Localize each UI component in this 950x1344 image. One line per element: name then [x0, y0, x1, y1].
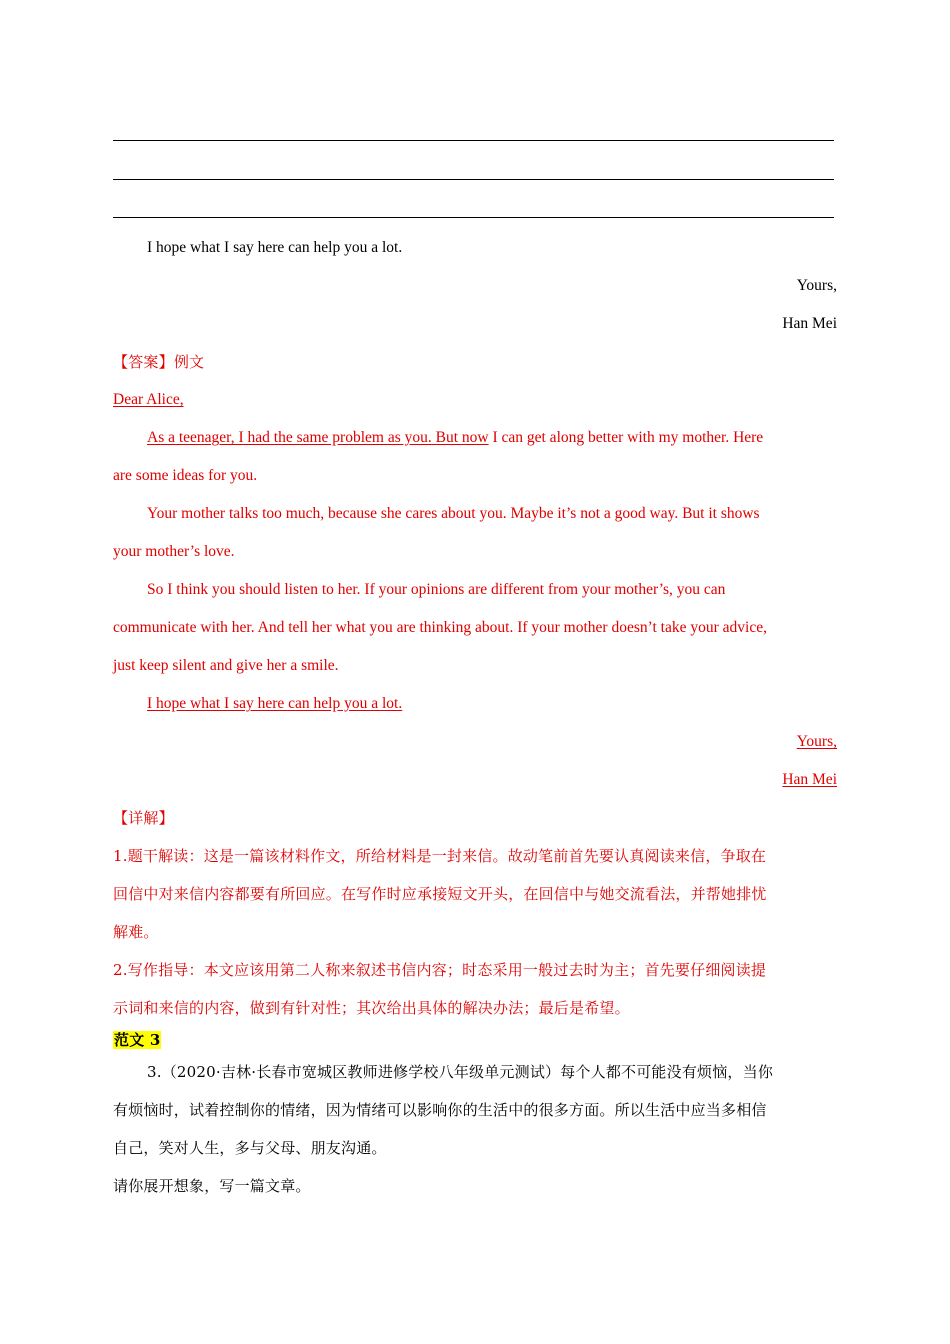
explanation-item1-line3: 解难。 [113, 923, 159, 941]
sample3-question-line3: 自己，笑对人生，多与父母、朋友沟通。 [113, 1139, 387, 1157]
sample3-heading: 范文 3 [114, 1031, 161, 1049]
answer-p2-line2: your mother’s love. [113, 543, 235, 560]
sample3-heading-wrap [113, 1030, 161, 1050]
explanation-label: 【详解】 [113, 809, 174, 827]
answer-label-suffix: 例文 [173, 353, 205, 371]
explanation-item2-line2: 示词和来信的内容，做到有针对性；其次给出具体的解决办法；最后是希望。 [113, 999, 630, 1017]
prompt-closing-line: I hope what I say here can help you a lot. [147, 239, 403, 256]
answer-p3-line2: communicate with her. And tell her what you are thinking about. If your mother doesn’t take your advice, [113, 619, 767, 636]
writing-line-1 [113, 140, 834, 141]
answer-p1-line1 [147, 428, 763, 448]
answer-signoff: Yours, [796, 733, 837, 750]
answer-label: 【答案】 [113, 353, 174, 371]
answer-p1-rest: I can get along better with my mother. Here [488, 429, 764, 446]
answer-signature: Han Mei [782, 771, 837, 788]
prompt-signoff: Yours, [796, 277, 837, 294]
answer-p3-line1: So I think you should listen to her. If your opinions are different from your mother’s, you can [147, 581, 726, 598]
answer-greeting: Dear Alice, [113, 391, 184, 408]
answer-heading [113, 352, 204, 372]
sample3-question-line2: 有烦恼时，试着控制你的情绪，因为情绪可以影响你的生活中的很多方面。所以生活中应当多相信 [113, 1101, 767, 1119]
writing-line-3 [113, 217, 834, 218]
writing-line-2 [113, 179, 834, 180]
sample3-question-line1: 3.（2020·吉林·长春市宽城区教师进修学校八年级单元测试）每个人都不可能没有烦恼，当你 [147, 1063, 774, 1081]
sample3-question-line4: 请你展开想象，写一篇文章。 [113, 1177, 311, 1195]
explanation-item1-line2: 回信中对来信内容都要有所回应。在写作时应承接短文开头，在回信中与她交流看法，并帮她排忧 [113, 885, 767, 903]
answer-p2-line1: Your mother talks too much, because she cares about you. Maybe it’s not a good way. But it shows [147, 505, 760, 522]
answer-p1-line2: are some ideas for you. [113, 467, 258, 484]
answer-p3-line3: just keep silent and give her a smile. [113, 657, 339, 674]
explanation-item1-line1: 1.题干解读：这是一篇该材料作文，所给材料是一封来信。故动笔前首先要认真阅读来信，争取在 [113, 847, 767, 865]
answer-p1-underlined: As a teenager, I had the same problem as you. But now [147, 429, 489, 446]
explanation-item2-line1: 2.写作指导：本文应该用第二人称来叙述书信内容；时态采用一般过去时为主；首先要仔细阅读提 [113, 961, 767, 979]
prompt-signature: Han Mei [782, 315, 837, 332]
answer-closing-line: I hope what I say here can help you a lot. [147, 695, 403, 712]
